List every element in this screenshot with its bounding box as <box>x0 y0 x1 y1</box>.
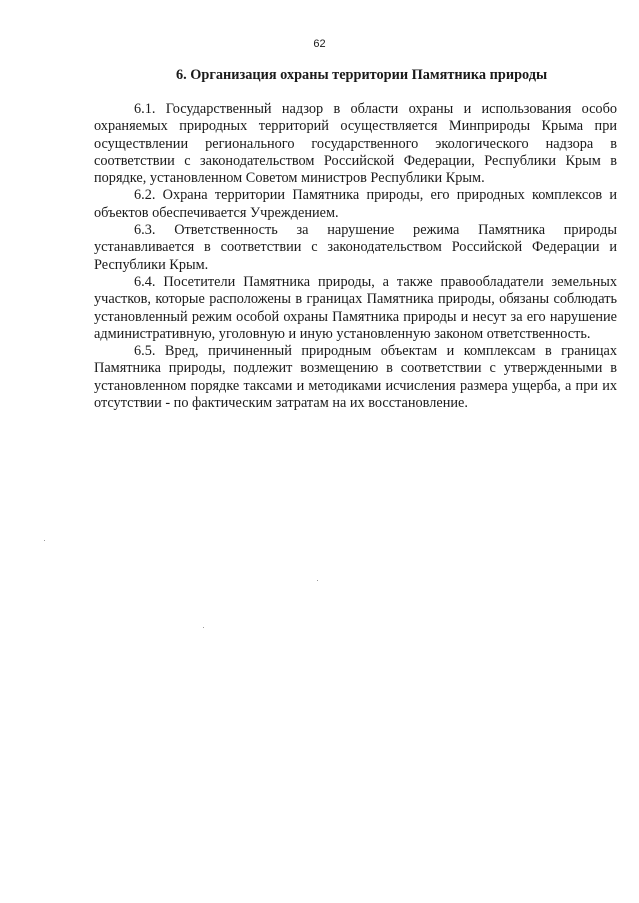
section-body <box>94 101 617 412</box>
page-number: 62 <box>313 38 326 50</box>
scan-speck <box>203 627 204 628</box>
paragraph-6-2: 6.2. Охрана территории Памятника природы, его природных комплексов и объектов обеспечивается Учреждением. <box>94 187 617 221</box>
scan-speck <box>44 540 45 541</box>
paragraph-6-3: 6.3. Ответственность за нарушение режима Памятника природы устанавливается в соответствии с законодательством Российской Федерации и Республики Крым. <box>94 222 617 273</box>
section-title: 6. Организация охраны территории Памятника природы <box>176 67 548 83</box>
paragraph-6-4: 6.4. Посетители Памятника природы, а также правообладатели земельных участков, которые расположены в границах Памятника природы, обязаны соблюдать установленный режим особой охраны Памятника природы и несут за его нарушение административную, уголовную и иную установленную законом ответственность. <box>94 273 617 342</box>
paragraph-6-5: 6.5. Вред, причиненный природным объектам и комплексам в границах Памятника природы, подлежит возмещению в соответствии с утвержденными в установленном порядке таксами и методиками исчисления размера ущерба, а при их отсутствии - по фактическим затратам на их восстановление. <box>94 343 617 412</box>
paragraph-6-1: 6.1. Государственный надзор в области охраны и использования особо охраняемых природных территорий осуществляется Минприроды Крыма при осуществлении регионального государственного экологического надзора в соответствии с законодательством Российской Федерации, Республики Крым в порядке, установленном Советом министров Республики Крым. <box>94 101 617 187</box>
scan-speck <box>317 580 318 581</box>
